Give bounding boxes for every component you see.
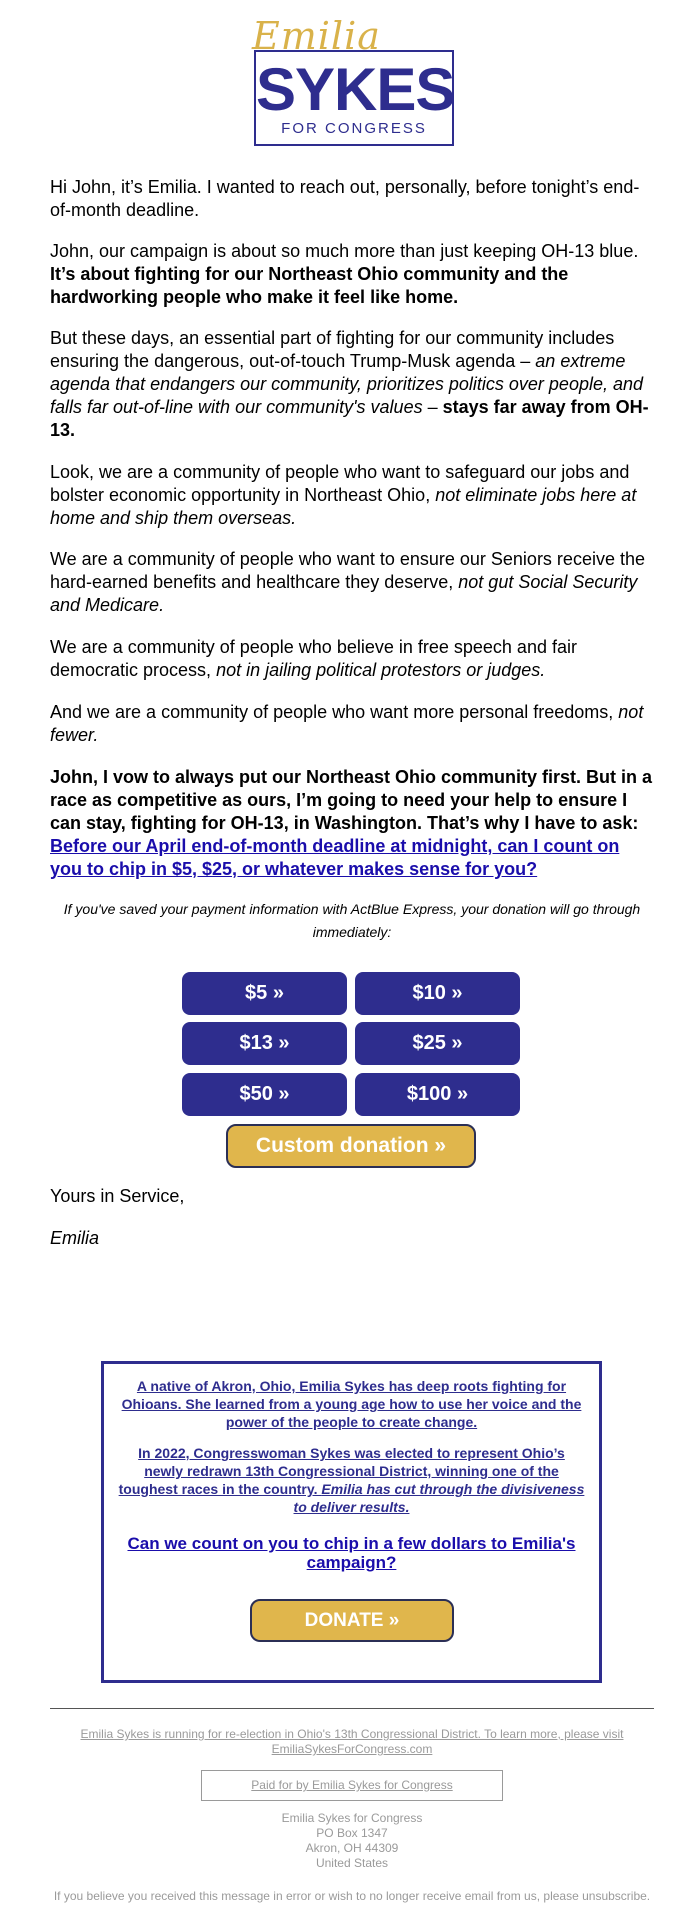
- donate-50-button[interactable]: $50 »: [182, 1073, 347, 1116]
- actblue-express-note: If you've saved your payment information with ActBlue Express, your donation will go through immediately:: [63, 901, 641, 940]
- bio-paragraph-roots[interactable]: A native of Akron, Ohio, Emilia Sykes has deep roots fighting for Ohioans. She learned from a young age how to use her voice and the power of the people to create change.: [121, 1378, 582, 1430]
- logo-tagline: FOR CONGRESS: [281, 120, 427, 137]
- footer-address-line-3: Akron, OH 44309: [305, 1841, 399, 1855]
- footer-running-text: [50, 1727, 654, 1757]
- donate-button[interactable]: DONATE »: [250, 1599, 454, 1642]
- donate-100-button[interactable]: $100 »: [355, 1073, 520, 1116]
- footer-website-link[interactable]: EmiliaSykesForCongress.com: [271, 1742, 433, 1756]
- logo-script-name: Emilia: [252, 14, 381, 58]
- donate-10-button[interactable]: $10 »: [355, 972, 520, 1015]
- letter-paragraph-freedoms: And we are a community of people who want more personal freedoms, not fewer.: [50, 702, 644, 745]
- logo-surname: SYKES: [256, 56, 455, 123]
- letter-paragraph-ask: John, I vow to always put our Northeast Ohio community first. But in a race as competitive as ours, I’m going to need your help to ensure I can stay, fighting for OH-13, in Washington. That’s why I have to ask: Before our April end-of-month deadline at midnight, can I count on you to chip in $5, $25, or whatever makes sense for you?: [50, 767, 653, 879]
- signoff-name: Emilia: [50, 1228, 100, 1248]
- bio-box: [101, 1361, 602, 1683]
- donate-13-button[interactable]: $13 »: [182, 1022, 347, 1065]
- footer-divider: [50, 1708, 654, 1709]
- letter-paragraph-campaign: John, our campaign is about so much more than just keeping OH-13 blue. It’s about fighting for our Northeast Ohio community and the hardworking people who make it feel like home.: [50, 241, 639, 307]
- donation-ask-link[interactable]: Before our April end-of-month deadline at midnight, can I count on you to chip in $5, $25, or whatever makes sense for you?: [50, 836, 620, 879]
- donate-25-button[interactable]: $25 »: [355, 1022, 520, 1065]
- footer-address-line-2: PO Box 1347: [316, 1826, 388, 1840]
- letter-paragraph-seniors: We are a community of people who want to ensure our Seniors receive the hard-earned benefits and healthcare they deserve, not gut Social Security and Medicare.: [50, 549, 645, 615]
- custom-donation-button[interactable]: Custom donation »: [226, 1124, 476, 1168]
- campaign-logo: [250, 14, 458, 148]
- footer-unsubscribe-text[interactable]: If you believe you received this message in error or wish to no longer receive email from us, please unsubscribe.: [53, 1889, 651, 1903]
- donate-5-button[interactable]: $5 »: [182, 972, 347, 1015]
- bio-donation-ask-link[interactable]: Can we count on you to chip in a few dollars to Emilia's campaign?: [127, 1534, 576, 1572]
- letter-paragraph-jobs: Look, we are a community of people who want to safeguard our jobs and bolster economic opportunity in Northeast Ohio, not eliminate jobs here at home and ship them overseas.: [50, 462, 637, 528]
- letter-paragraph-speech: We are a community of people who believe in free speech and fair democratic process, not in jailing political protestors or judges.: [50, 637, 577, 680]
- footer-address-line-4: United States: [315, 1856, 389, 1870]
- footer-address-line-1: Emilia Sykes for Congress: [281, 1811, 423, 1825]
- footer-running-link[interactable]: Emilia Sykes is running for re-election in Ohio's 13th Congressional District. To learn more, please visit: [80, 1727, 624, 1741]
- bio-paragraph-elected[interactable]: In 2022, Congresswoman Sykes was elected to represent Ohio’s newly redrawn 13th Congressional District, winning one of the toughest races in the country. Emilia has cut through the divisiveness to deliver results.: [118, 1445, 585, 1515]
- paid-for-disclaimer[interactable]: Paid for by Emilia Sykes for Congress: [201, 1770, 503, 1801]
- logo-box: [254, 50, 454, 146]
- letter-paragraph-agenda: But these days, an essential part of fighting for our community includes ensuring the dangerous, out-of-touch Trump-Musk agenda – an extreme agenda that endangers our community, prioritizes politics over people, and falls far out-of-line with our community's values – stays far away from OH-13.: [50, 328, 649, 440]
- letter-greeting: Hi John, it’s Emilia. I wanted to reach out, personally, before tonight’s end-of-month deadline.: [50, 177, 640, 220]
- signoff-closing: Yours in Service,: [50, 1186, 185, 1206]
